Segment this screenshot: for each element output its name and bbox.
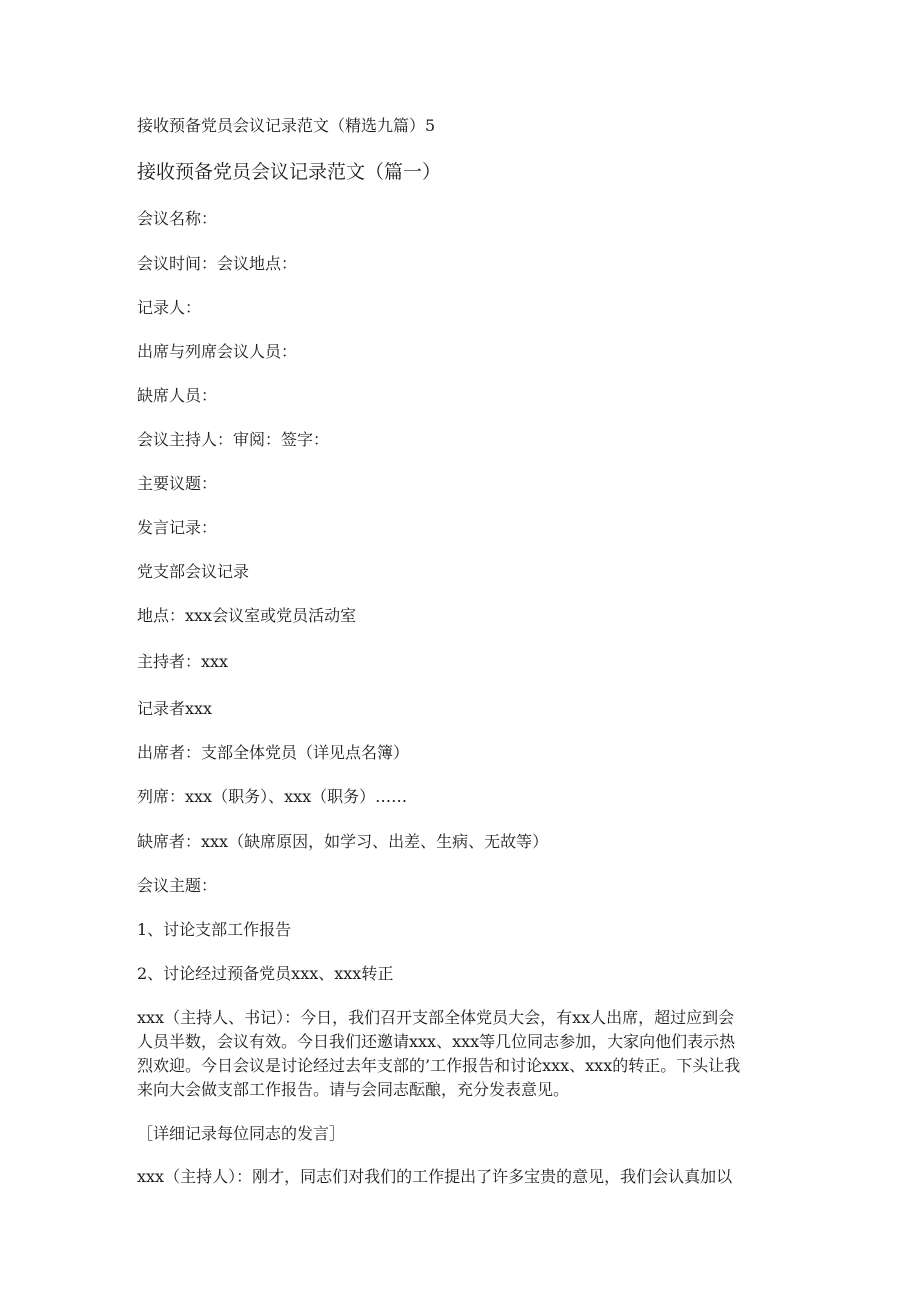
field-main-topics: 主要议题：	[137, 474, 218, 493]
field-host-review-sign: 会议主持人：审阅：签字：	[137, 430, 330, 449]
field-speech-record: 发言记录：	[137, 518, 218, 537]
line-recorder: 记录者xxx	[137, 699, 213, 718]
paragraph-line: 人员半数，会议有效。今日我们还邀请xxx、xxx等几位同志参加，大家向他们表示热	[137, 1032, 736, 1051]
field-absentees: 缺席人员：	[137, 386, 218, 405]
line-meeting-theme: 会议主题：	[137, 876, 218, 895]
line-attendees: 出席者：支部全体党员（详见点名簿）	[137, 743, 410, 762]
agenda-item-2: 2、讨论经过预备党员xxx、xxx转正	[137, 964, 394, 983]
paragraph-host-closing: xxx（主持人）：刚才，同志们对我们的工作提出了许多宝贵的意见，我们会认真加以	[137, 1167, 733, 1186]
field-attendees: 出席与列席会议人员：	[137, 342, 298, 361]
paragraph-host-opening	[137, 1006, 785, 1102]
line-location: 地点：xxx会议室或党员活动室	[137, 606, 357, 625]
agenda-item-1: 1、讨论支部工作报告	[137, 920, 292, 939]
document-title: 接收预备党员会议记录范文（精选九篇）5	[137, 116, 436, 135]
paragraph-line: xxx（主持人、书记）：今日，我们召开支部全体党员大会，有xx人出席，超过应到会	[137, 1008, 735, 1027]
field-meeting-name: 会议名称：	[137, 209, 218, 228]
subsection-title: 党支部会议记录	[137, 562, 250, 581]
line-absentees: 缺席者：xxx（缺席原因，如学习、出差、生病、无故等）	[137, 832, 549, 851]
section-heading: 接收预备党员会议记录范文（篇一）	[137, 161, 442, 183]
line-observers: 列席：xxx（职务）、xxx（职务）……	[137, 787, 408, 806]
paragraph-line: 来向大会做支部工作报告。请与会同志酝酿，充分发表意见。	[137, 1080, 570, 1099]
paragraph-line: 烈欢迎。今日会议是讨论经过去年支部的’工作报告和讨论xxx、xxx的转正。下头让我	[137, 1056, 741, 1075]
line-host: 主持者：xxx	[137, 652, 229, 671]
field-recorder: 记录人：	[137, 298, 202, 317]
field-meeting-time-place: 会议时间：会议地点：	[137, 254, 298, 273]
note-bracket: ［详细记录每位同志的发言］	[137, 1124, 346, 1143]
